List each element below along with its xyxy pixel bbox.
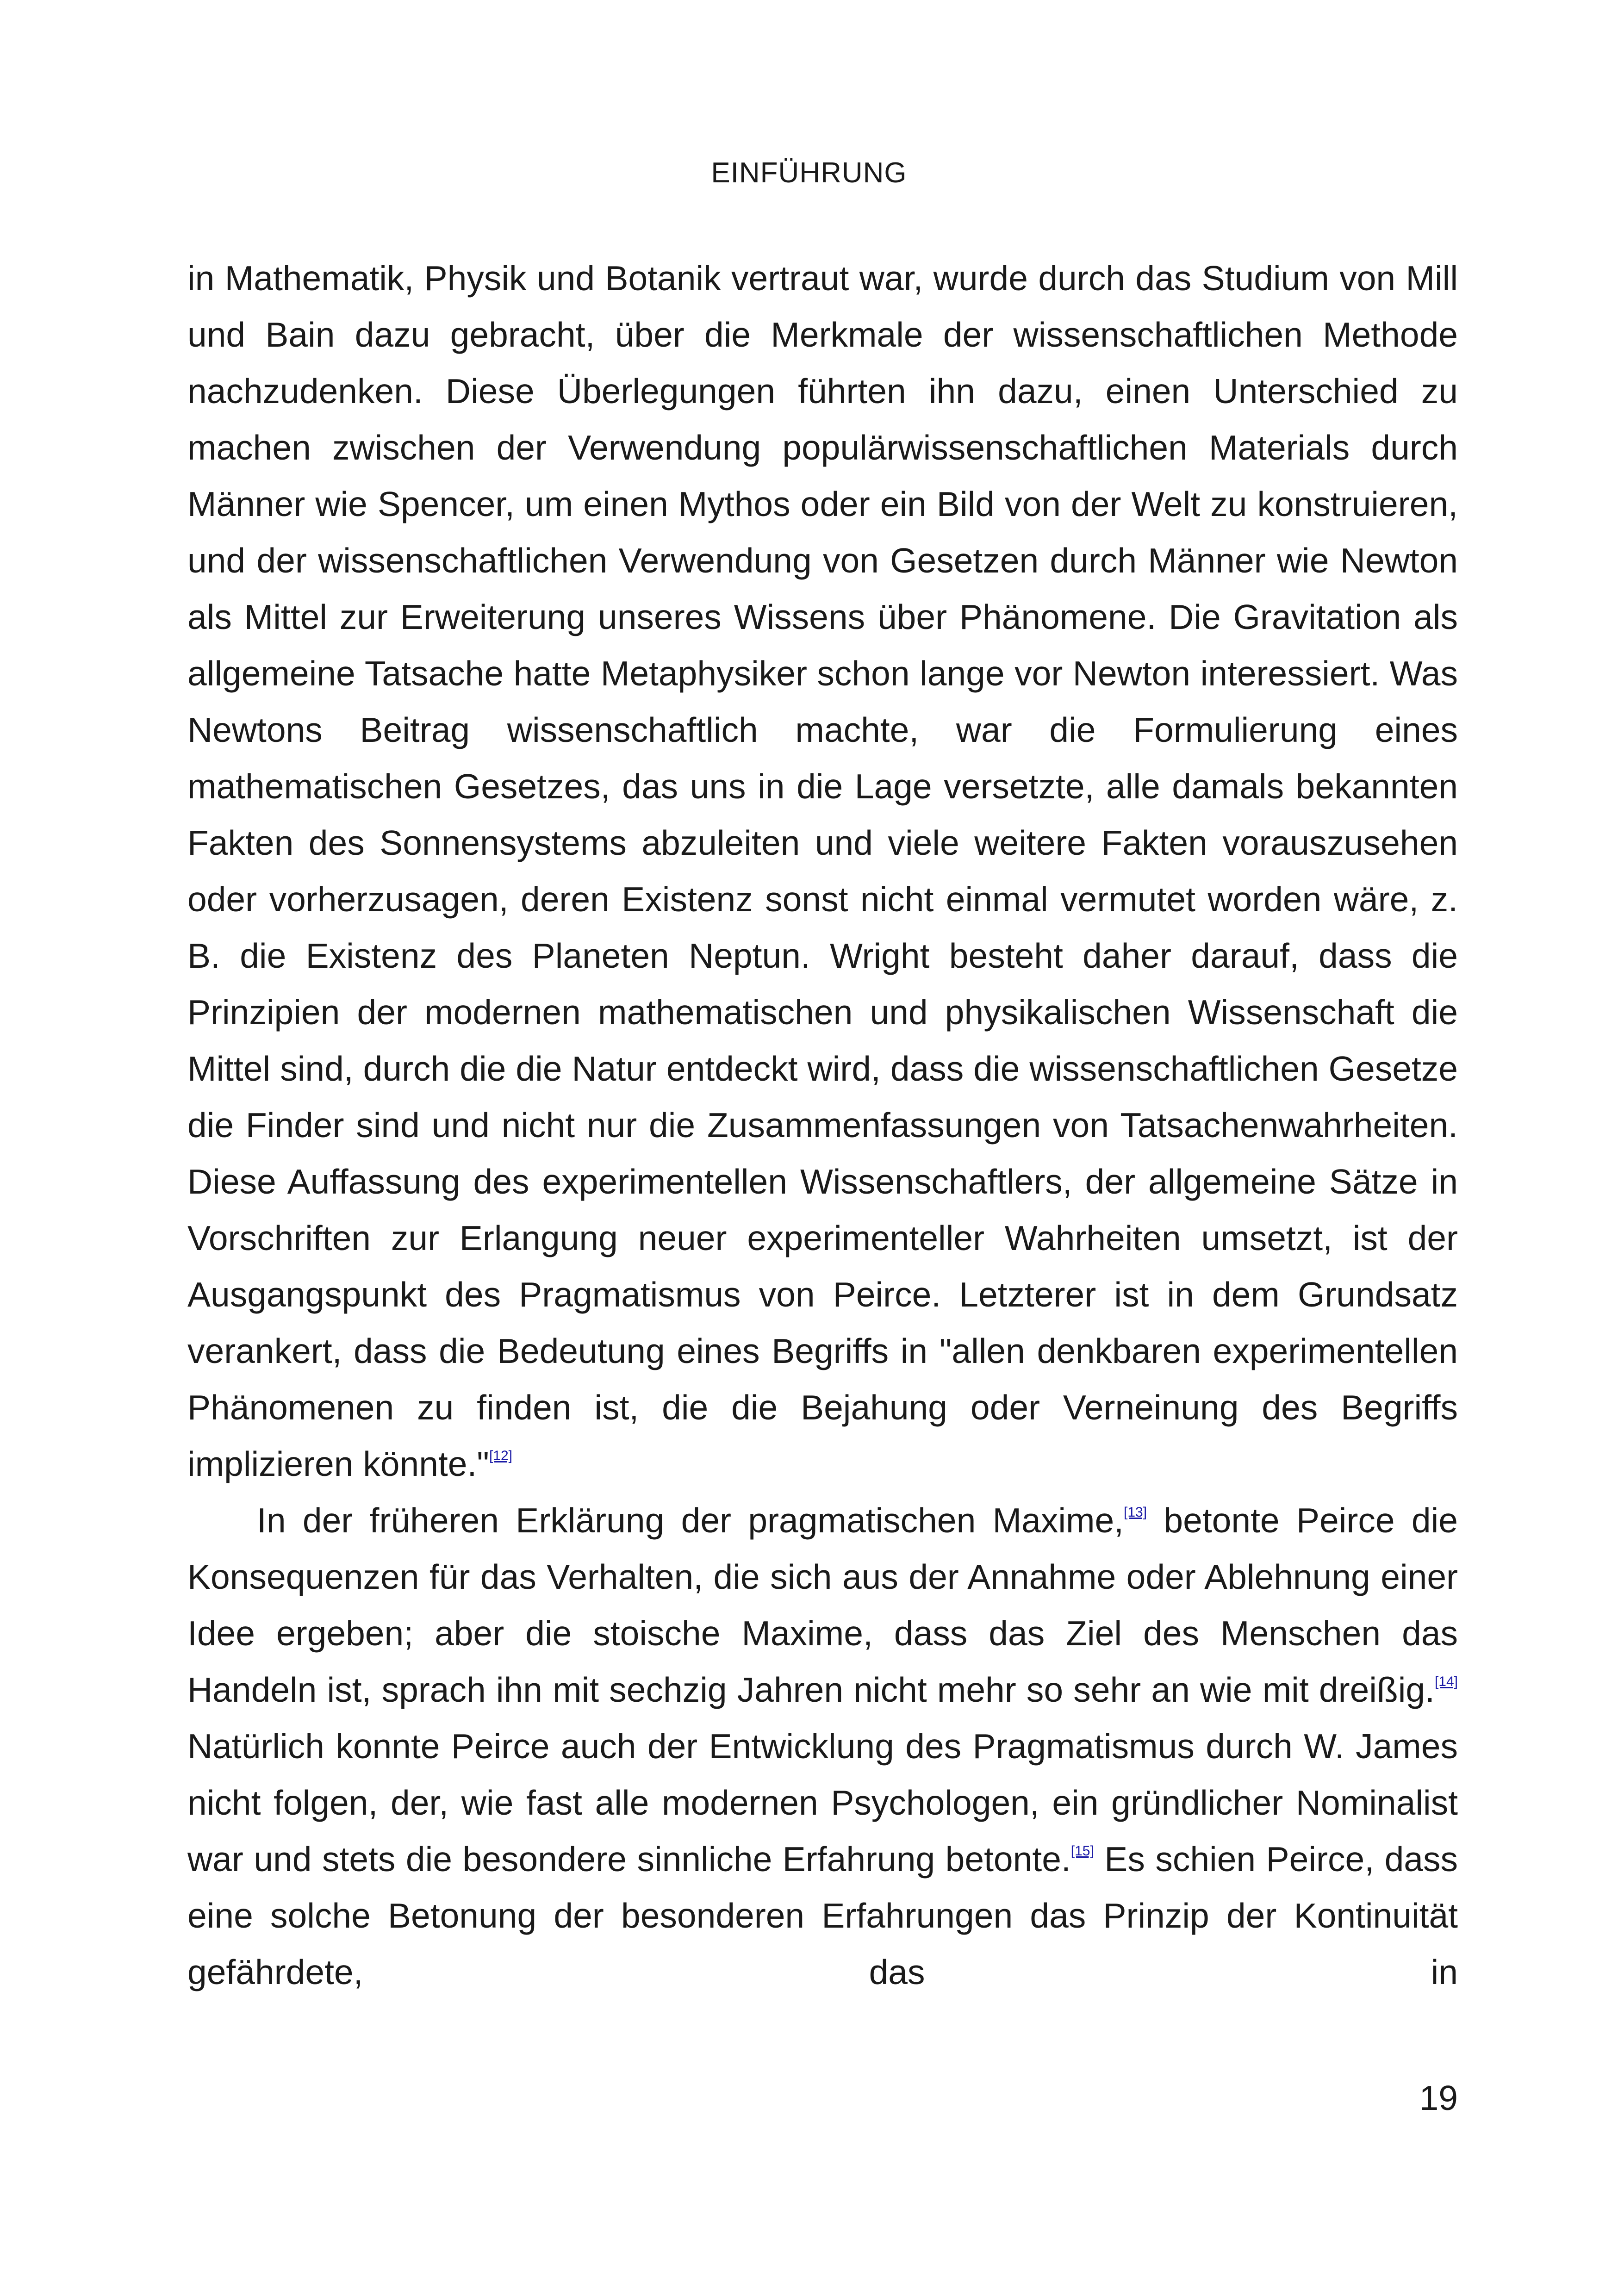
footnote-link[interactable]: [14]	[1434, 1674, 1458, 1689]
paragraph-text: in Mathematik, Physik und Botanik vertraut war, wurde durch das Studium von Mill und Bain dazu gebracht, über die Merkmale der wissenschaftlichen Methode nachzudenken. Diese Überlegungen führten ihn dazu, einen Unterschied zu machen zwischen der Verwendung populärwissenschaftlichen Materials durch Männer wie Spencer, um einen Mythos oder ein Bild von der Welt zu konstruieren, und der wissenschaftlichen Verwendung von Gesetzen durch Männer wie Newton als Mittel zur Erweiterung unseres Wissens über Phänomene. Die Gravitation als allgemeine Tatsache hatte Metaphysiker schon lange vor Newton interessiert. Was Newtons Beitrag wissenschaftlich machte, war die Formulierung eines mathematischen Gesetzes, das uns in die Lage versetzte, alle damals bekannten Fakten des Sonnensystems abzuleiten und viele weitere Fakten vorauszusehen oder vorherzusagen, deren Existenz sonst nicht einmal vermutet worden wäre, z. B. die Existenz des Planeten Neptun. Wright besteht daher darauf, dass die Prinzipien der modernen mathematischen und physikalischen Wissenschaft die Mittel sind, durch die die Natur entdeckt wird, dass die wissenschaftlichen Gesetze die Finder sind und nicht nur die Zusammenfassungen von Tatsachenwahrheiten. Diese Auffassung des experimentellen Wissenschaftlers, der allgemeine Sätze in Vorschriften zur Erlangung neuer experimenteller Wahrheiten umsetzt, ist der Ausgangspunkt des Pragmatismus von Peirce. Letzterer ist in dem Grundsatz verankert, dass die Bedeutung eines Begriffs in "allen denkbaren experimentellen Phänomenen zu finden ist, die die Bejahung oder Verneinung des Begriffs implizieren könnte."	[187, 259, 1458, 1483]
paragraph-2	[187, 1492, 1458, 2000]
page-number: 19	[1419, 2078, 1458, 2117]
footnote-link[interactable]: [15]	[1070, 1843, 1094, 1859]
paragraph-text: In der früheren Erklärung der pragmatischen Maxime,	[257, 1501, 1124, 1540]
footnote-link[interactable]: [12]	[489, 1448, 512, 1463]
paragraph-text: Natürlich konnte Peirce auch der Entwicklung des Pragmatismus durch W. James nicht folgen, der, wie fast alle modernen Psychologen, ein gründlicher Nominalist war und stets die besondere sinnliche Erfahrung betonte.	[187, 1727, 1458, 1879]
paragraph-1	[187, 250, 1458, 1492]
paragraph-text: betonte Peirce die Konsequenzen für das Verhalten, die sich aus der Annahme oder Ablehnung einer Idee ergeben; aber die stoische Maxime, dass das Ziel des Menschen das Handeln ist, sprach ihn mit sechzig Jahren nicht mehr so sehr an wie mit dreißig.	[187, 1501, 1458, 1709]
body-text	[187, 250, 1458, 2000]
footnote-link[interactable]: [13]	[1124, 1505, 1147, 1520]
paragraph-text: Es schien Peirce, dass eine solche Betonung der besonderen Erfahrungen das Prinzip der Kontinuität gefährdete, das in	[187, 1840, 1458, 1991]
running-header: EINFÜHRUNG	[711, 157, 907, 189]
